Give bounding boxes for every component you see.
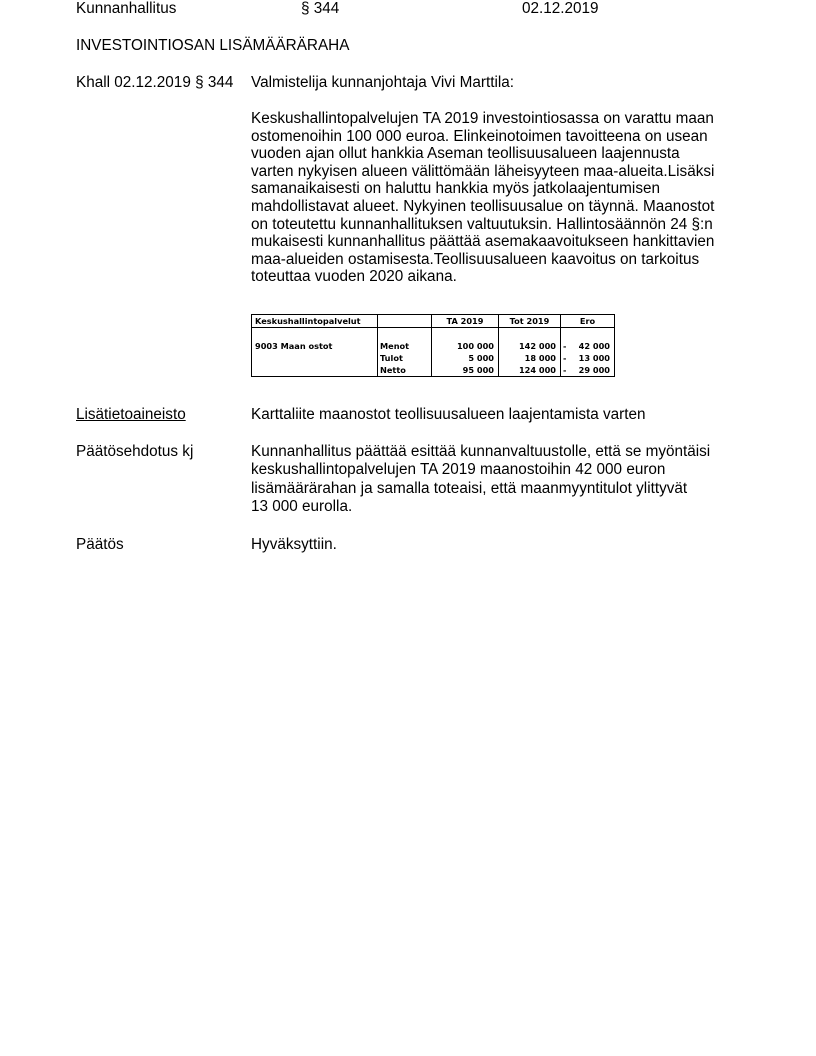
table-cell: - xyxy=(563,365,567,375)
body-line: maa-alueiden ostamisesta.Teollisuusalueen kaavoitus on tarkoitus xyxy=(251,250,700,268)
table-cell: 29 000 xyxy=(578,365,610,375)
attachments-label: Lisätietoaineisto xyxy=(76,406,186,423)
body-line: mukaisesti kunnanhallitus päättää asemakaavoitukseen hankittavien xyxy=(251,233,715,251)
table-header: Ero xyxy=(579,316,596,326)
preparer-line: Valmistelija kunnanjohtaja Vivi Marttila: xyxy=(251,74,515,91)
table-cell: 42 000 xyxy=(578,341,610,351)
header-date: 02.12.2019 xyxy=(522,0,599,17)
decision-text: Hyväksyttiin. xyxy=(251,536,337,553)
table-cell: 100 000 xyxy=(456,341,494,351)
table-cell: 18 000 xyxy=(524,353,556,363)
attachments-text: Karttaliite maanostot teollisuusalueen laajentamista varten xyxy=(251,406,646,423)
body-line: Keskushallintopalvelujen TA 2019 investointiosassa on varattu maan xyxy=(251,110,714,127)
table-col-rule xyxy=(377,314,378,377)
proposal-line: lisämäärärahan ja samalla toteaisi, että maanmyyntitulot ylittyvät xyxy=(251,479,688,497)
table-cell: 13 000 xyxy=(578,353,610,363)
document-title: INVESTOINTIOSAN LISÄMÄÄRÄRAHA xyxy=(76,37,350,54)
meeting-reference: Khall 02.12.2019 § 344 xyxy=(76,74,234,91)
header-body: Kunnanhallitus xyxy=(76,0,177,17)
body-line: varten nykyisen alueen välittömään läheisyyteen maa-alueita.Lisäksi xyxy=(251,162,715,180)
body-line: mahdollistavat alueet. Nykyinen teollisuusalue on täynnä. Maanostot xyxy=(251,197,715,215)
body-line: ostomenoihin 100 000 euroa. Elinkeinotoimen tavoitteena on usean xyxy=(251,127,708,145)
body-line: on toteutettu kunnanhallituksen valtuutuksin. Hallintosäännön 24 §:n xyxy=(251,215,713,233)
table-header: Tot 2019 xyxy=(509,316,550,326)
budget-table xyxy=(251,314,615,377)
proposal-line: Kunnanhallitus päättää esittää kunnanvaltuustolle, että se myöntäisi xyxy=(251,443,711,460)
table-account: 9003 Maan ostot xyxy=(255,341,333,351)
decision-label: Päätös xyxy=(76,536,124,553)
table-cell: - xyxy=(563,353,567,363)
proposal-line: 13 000 eurolla. xyxy=(251,497,353,515)
proposal-line: keskushallintopalvelujen TA 2019 maanostoihin 42 000 euron xyxy=(251,461,666,479)
body-line: vuoden ajan ollut hankkia Aseman teollisuusalueen laajennusta xyxy=(251,145,680,163)
table-row-label: Tulot xyxy=(380,353,403,363)
table-row-label: Netto xyxy=(380,365,406,375)
table-cell: 124 000 xyxy=(518,365,556,375)
proposal-text xyxy=(251,443,710,516)
table-cell: - xyxy=(563,341,567,351)
table-row-label: Menot xyxy=(380,341,410,351)
table-cell: 5 000 xyxy=(468,353,494,363)
header-section: § 344 xyxy=(301,0,340,17)
table-cell: 142 000 xyxy=(518,341,556,351)
proposal-label: Päätösehdotus kj xyxy=(76,443,194,460)
table-cell: 95 000 xyxy=(462,365,494,375)
table-border-left xyxy=(251,314,252,377)
table-header: Keskushallintopalvelut xyxy=(255,316,361,326)
body-line: toteuttaa vuoden 2020 aikana. xyxy=(251,268,457,286)
table-header: TA 2019 xyxy=(446,316,484,326)
body-paragraph xyxy=(251,110,751,286)
table-border-right xyxy=(614,314,615,377)
body-line: samanaikaisesti on haluttu hankkia myös jatkolaajentumisen xyxy=(251,180,660,198)
